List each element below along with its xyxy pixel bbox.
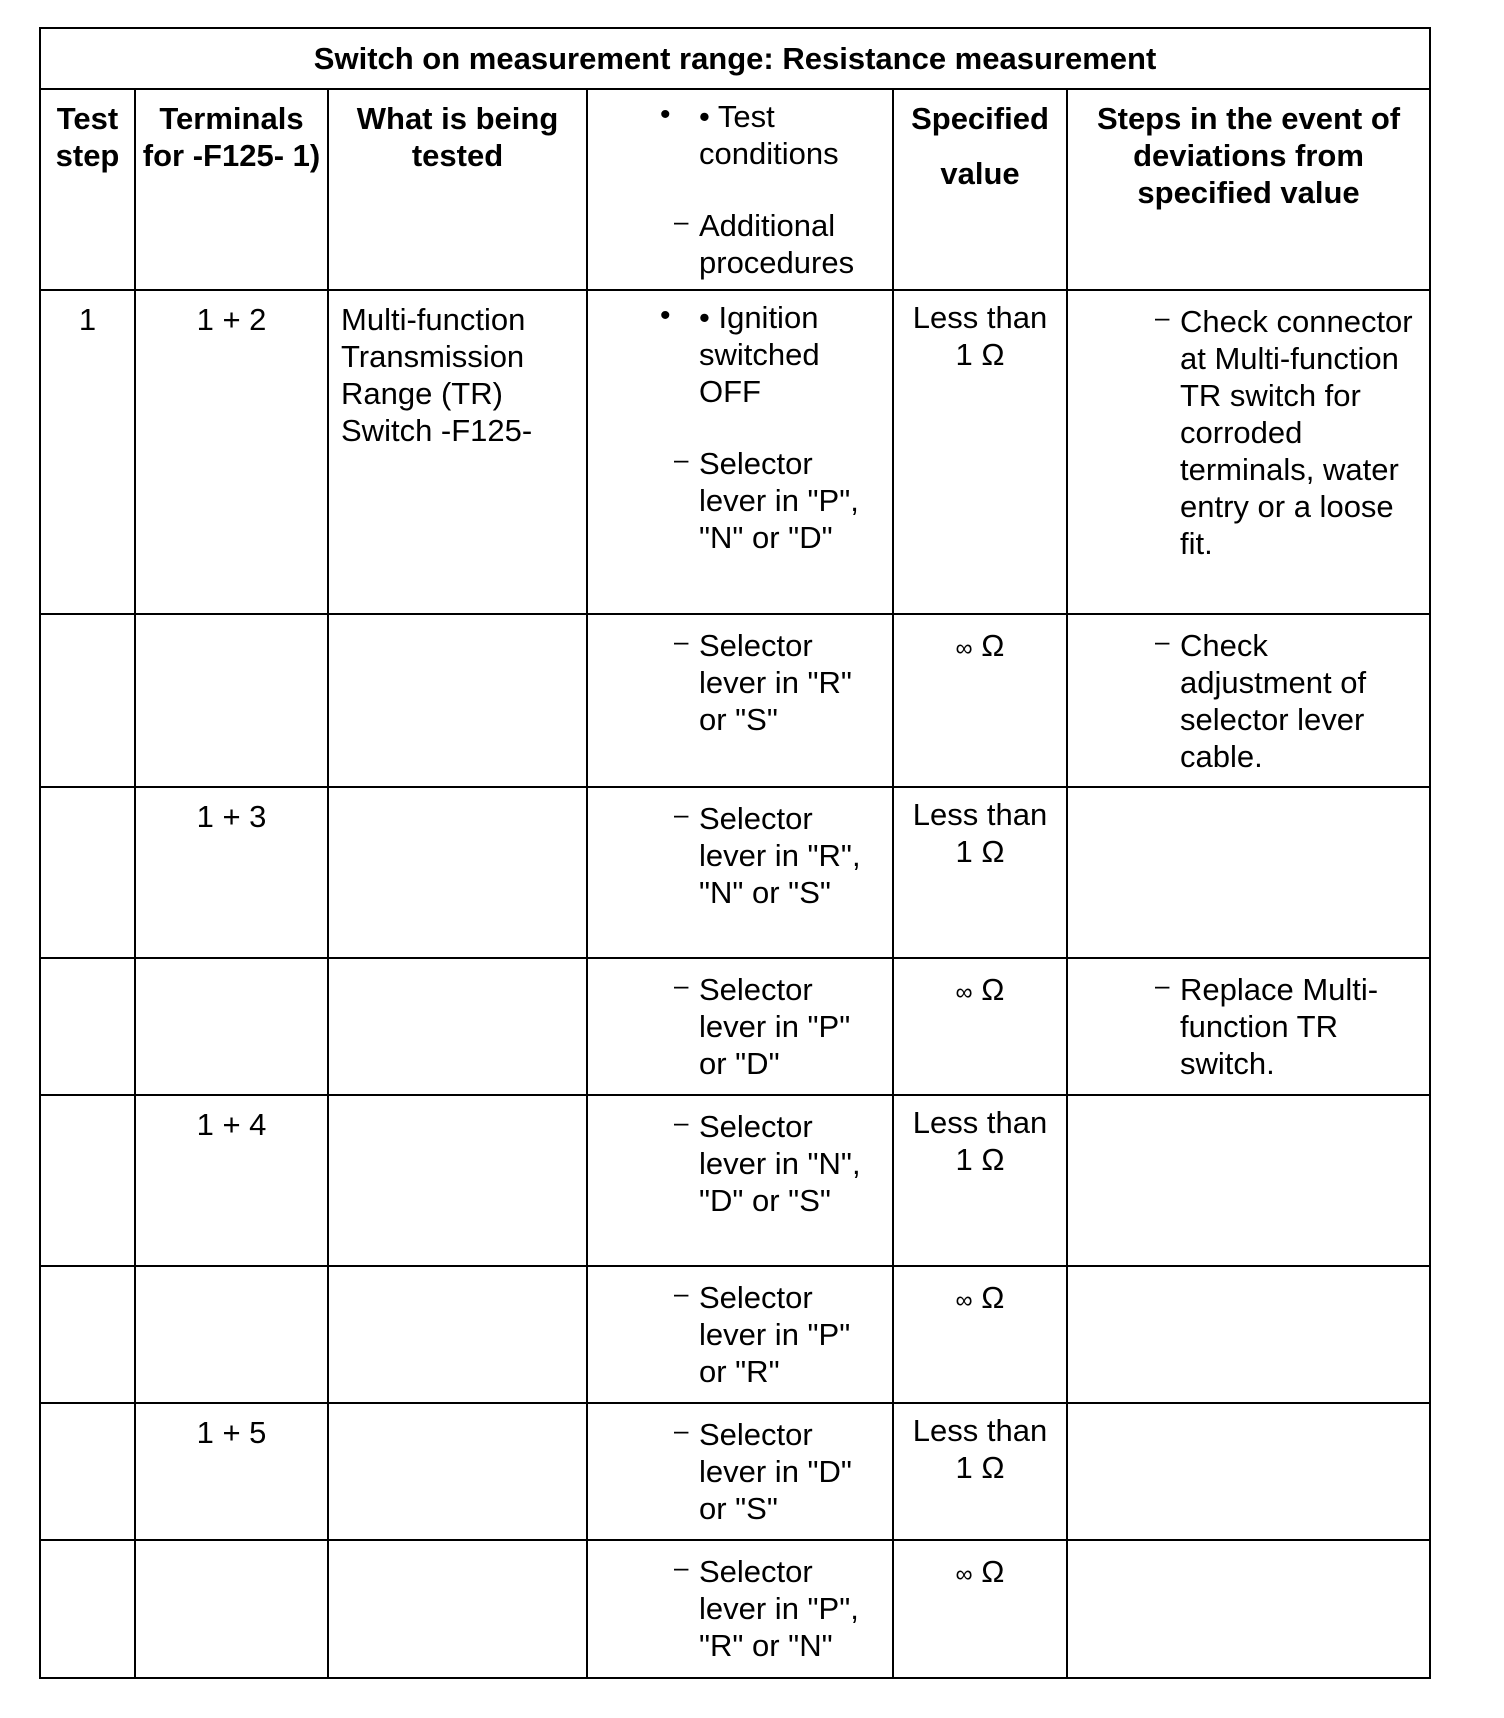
cell-conditions xyxy=(587,1095,893,1266)
condition-item xyxy=(588,299,886,410)
dash-marker: – xyxy=(674,799,689,829)
table-row xyxy=(40,1540,1430,1678)
cell-terminals: 1 + 2 xyxy=(135,290,328,614)
cell-terminals: 1 + 4 xyxy=(135,1095,328,1266)
cell-specified-value xyxy=(893,614,1067,787)
header-specified-line2: value xyxy=(940,156,1020,191)
spec-value-line2: 1 Ω xyxy=(955,337,1005,372)
resistance-measurement-table xyxy=(39,27,1431,1679)
cell-what-tested xyxy=(328,787,587,958)
cell-steps xyxy=(1067,290,1430,614)
dash-marker: – xyxy=(674,1552,689,1582)
cell-conditions xyxy=(587,614,893,787)
cell-step xyxy=(40,787,135,958)
cell-terminals xyxy=(135,614,328,787)
table-row xyxy=(40,614,1430,787)
header-steps: Steps in the event of deviations from specified value xyxy=(1067,89,1430,290)
header-additional-procedures: Additional procedures xyxy=(699,208,855,280)
cell-conditions xyxy=(587,1266,893,1403)
condition-text: Selector lever in "P", "R" or "N" xyxy=(699,1554,859,1663)
bullet-marker: • xyxy=(660,98,671,131)
cell-what-tested xyxy=(328,1266,587,1403)
condition-text: Selector lever in "P", "N" or "D" xyxy=(699,446,859,555)
header-specified-line1: Specified xyxy=(911,101,1049,136)
cell-conditions xyxy=(587,958,893,1095)
cell-what-tested xyxy=(328,1095,587,1266)
condition-item xyxy=(588,971,886,1082)
ohm-unit: Ω xyxy=(981,1280,1005,1315)
cell-step xyxy=(40,1266,135,1403)
dash-marker: – xyxy=(1155,302,1170,332)
cell-steps xyxy=(1067,1095,1430,1266)
dash-marker: – xyxy=(674,970,689,1000)
dash-marker: – xyxy=(674,1415,689,1445)
header-procedures-item xyxy=(588,207,886,281)
cell-what-tested xyxy=(328,1403,587,1540)
condition-text: Selector lever in "D" or "S" xyxy=(699,1417,852,1526)
table-row xyxy=(40,958,1430,1095)
step-item xyxy=(1068,971,1429,1082)
header-conditions xyxy=(587,89,893,290)
dash-marker: – xyxy=(674,444,689,474)
ohm-unit: Ω xyxy=(981,972,1005,1007)
cell-conditions xyxy=(587,787,893,958)
dash-marker: – xyxy=(1155,970,1170,1000)
cell-specified-value xyxy=(893,290,1067,614)
cell-specified-value xyxy=(893,1403,1067,1540)
dash-marker: – xyxy=(674,206,689,236)
table-row xyxy=(40,290,1430,614)
bullet-marker: • xyxy=(660,299,671,332)
step-item xyxy=(1068,303,1429,562)
cell-conditions xyxy=(587,1403,893,1540)
table-title: Switch on measurement range: Resistance measurement xyxy=(40,28,1430,89)
header-terminals: Terminals for -F125- 1) xyxy=(135,89,328,290)
spec-value-line2: 1 Ω xyxy=(955,1142,1005,1177)
cell-what-tested xyxy=(328,614,587,787)
condition-item xyxy=(588,445,886,556)
condition-item xyxy=(588,800,886,911)
condition-item xyxy=(588,627,886,738)
cell-step xyxy=(40,614,135,787)
condition-text: Selector lever in "P" or "D" xyxy=(699,972,851,1081)
cell-terminals xyxy=(135,1540,328,1678)
cell-step xyxy=(40,1403,135,1540)
spec-value-line2: 1 Ω xyxy=(955,1450,1005,1485)
dash-marker: – xyxy=(674,1107,689,1137)
cell-terminals xyxy=(135,958,328,1095)
infinity-symbol: ∞ xyxy=(955,979,973,1006)
ohm-unit: Ω xyxy=(981,628,1005,663)
condition-text: Selector lever in "R", "N" or "S" xyxy=(699,801,861,910)
spec-value-line1: Less than xyxy=(912,1105,1048,1140)
step-text: Check connector at Multi-function TR switch for corroded terminals, water entry or a loose fit. xyxy=(1180,304,1413,561)
cell-conditions xyxy=(587,290,893,614)
condition-text: Selector lever in "N", "D" or "S" xyxy=(699,1109,861,1218)
table-row xyxy=(40,787,1430,958)
cell-specified-value xyxy=(893,1540,1067,1678)
cell-steps xyxy=(1067,1266,1430,1403)
cell-specified-value xyxy=(893,1266,1067,1403)
header-specified-value xyxy=(893,89,1067,290)
condition-item xyxy=(588,1279,886,1390)
cell-steps xyxy=(1067,958,1430,1095)
cell-steps xyxy=(1067,1540,1430,1678)
step-item xyxy=(1068,627,1429,775)
header-test-step: Test step xyxy=(40,89,135,290)
cell-steps xyxy=(1067,787,1430,958)
dash-marker: – xyxy=(674,1278,689,1308)
step-text: Replace Multi-function TR switch. xyxy=(1180,972,1379,1081)
cell-terminals: 1 + 5 xyxy=(135,1403,328,1540)
table-row xyxy=(40,1403,1430,1540)
infinity-symbol: ∞ xyxy=(955,635,973,662)
ohm-unit: Ω xyxy=(981,1554,1005,1589)
spec-value-line1: Less than xyxy=(912,1413,1048,1448)
infinity-symbol: ∞ xyxy=(955,1287,973,1314)
header-test-conditions: • Test conditions xyxy=(699,99,839,171)
condition-item xyxy=(588,1553,886,1664)
cell-step xyxy=(40,1540,135,1678)
cell-specified-value xyxy=(893,958,1067,1095)
cell-specified-value xyxy=(893,1095,1067,1266)
cell-what-tested: Multi-function Transmission Range (TR) Switch -F125- xyxy=(328,290,587,614)
condition-text: Selector lever in "R" or "S" xyxy=(699,628,852,737)
infinity-symbol: ∞ xyxy=(955,1561,973,1588)
spec-value-line1: Less than xyxy=(912,797,1048,832)
cell-specified-value xyxy=(893,787,1067,958)
condition-text: Selector lever in "P" or "R" xyxy=(699,1280,851,1389)
dash-marker: – xyxy=(674,626,689,656)
condition-item xyxy=(588,1108,886,1219)
cell-step: 1 xyxy=(40,290,135,614)
dash-marker: – xyxy=(1155,626,1170,656)
spec-value-line2: 1 Ω xyxy=(955,834,1005,869)
spec-value-line1: Less than xyxy=(912,300,1048,335)
cell-what-tested xyxy=(328,1540,587,1678)
condition-item xyxy=(588,1416,886,1527)
table-row xyxy=(40,1095,1430,1266)
cell-step xyxy=(40,958,135,1095)
header-row xyxy=(40,89,1430,290)
cell-what-tested xyxy=(328,958,587,1095)
cell-conditions xyxy=(587,1540,893,1678)
header-what-tested: What is being tested xyxy=(328,89,587,290)
header-condition-item xyxy=(588,98,886,172)
cell-steps xyxy=(1067,1403,1430,1540)
cell-step xyxy=(40,1095,135,1266)
table-row xyxy=(40,1266,1430,1403)
cell-steps xyxy=(1067,614,1430,787)
step-text: Check adjustment of selector lever cable. xyxy=(1180,628,1367,774)
cell-terminals xyxy=(135,1266,328,1403)
cell-terminals: 1 + 3 xyxy=(135,787,328,958)
condition-text: • Ignition switched OFF xyxy=(699,300,820,409)
